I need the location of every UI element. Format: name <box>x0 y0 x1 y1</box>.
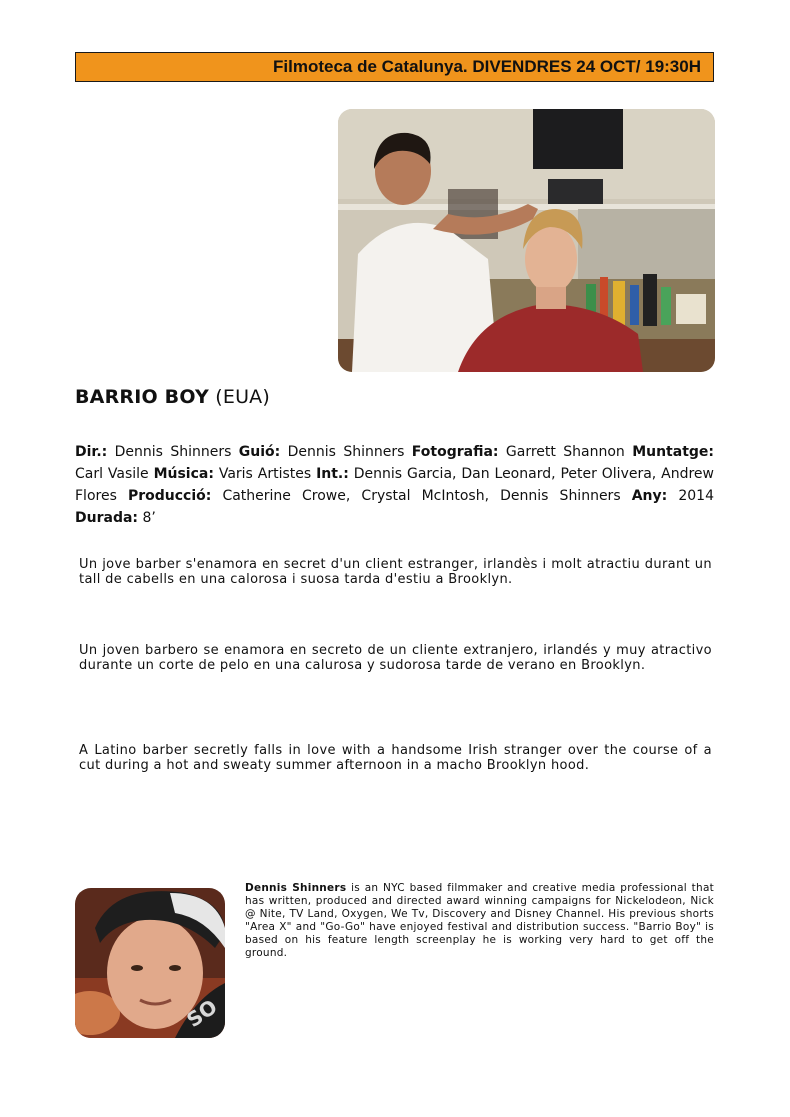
credit-muntatge-label: Muntatge: <box>632 444 714 460</box>
director-name: Dennis Shinners <box>245 882 347 894</box>
credit-durada-label: Durada: <box>75 510 139 526</box>
credit-muntatge-value: Carl Vasile <box>75 466 154 482</box>
credit-any-value: 2014 <box>667 488 714 504</box>
credit-dir-label: Dir.: <box>75 444 108 460</box>
film-country: (EUA) <box>215 386 270 408</box>
film-credits <box>75 441 714 529</box>
credit-dir-value: Dennis Shinners <box>107 444 239 460</box>
credit-foto-label: Fotografia: <box>411 444 499 460</box>
synopsis-english: A Latino barber secretly falls in love with a handsome Irish stranger over the course of a cut during a hot and sweaty summer afternoon in a macho Brooklyn hood. <box>79 743 712 773</box>
credit-int-label: Int.: <box>316 466 349 482</box>
credit-guio-value: Dennis Shinners <box>280 444 412 460</box>
director-bio <box>245 882 714 960</box>
credit-produccio-value: Catherine Crowe, Crystal McIntosh, Dennis Shinners <box>211 488 632 504</box>
credit-produccio-label: Producció: <box>127 488 212 504</box>
director-portrait <box>75 888 225 1038</box>
credit-musica-value: Varis Artistes <box>213 466 317 482</box>
synopsis-catalan: Un jove barber s'enamora en secret d'un client estranger, irlandès i molt atractiu durant un tall de cabells en una calorosa i suosa tarda d'estiu a Brooklyn. <box>79 557 712 587</box>
credit-any-label: Any: <box>631 488 668 504</box>
credit-guio-label: Guió: <box>238 444 281 460</box>
credit-int-value: Dennis Garcia, Dan Leonard, Peter Olivera, Andrew Flores <box>75 466 714 504</box>
credit-foto-value: Garrett Shannon <box>498 444 633 460</box>
film-still-photo <box>338 109 715 372</box>
director-bio-text: is an NYC based filmmaker and creative media professional that has written, produced and directed award winning campaigns for Nickelodeon, Nick @ Nite, TV Land, Oxygen, We Tv, Discovery and Disney Channel. His previous shorts "Area X" and "Go-Go" have enjoyed festival and distribution success. "Barrio Boy" is based on his feature length screenplay he is working very hard to get off the ground. <box>245 882 714 959</box>
film-title <box>75 386 270 408</box>
camera-strap-text: SO <box>182 994 222 1033</box>
synopsis-spanish: Un joven barbero se enamora en secreto de un cliente extranjero, irlandés y muy atractivo durante un corte de pelo en una calurosa y sudorosa tarde de verano en Brooklyn. <box>79 643 712 673</box>
film-title-name: BARRIO BOY <box>75 386 209 408</box>
credit-durada-value: 8’ <box>138 510 156 526</box>
credit-musica-label: Música: <box>153 466 214 482</box>
event-banner: Filmoteca de Catalunya. DIVENDRES 24 OCT/ 19:30H <box>75 52 714 82</box>
